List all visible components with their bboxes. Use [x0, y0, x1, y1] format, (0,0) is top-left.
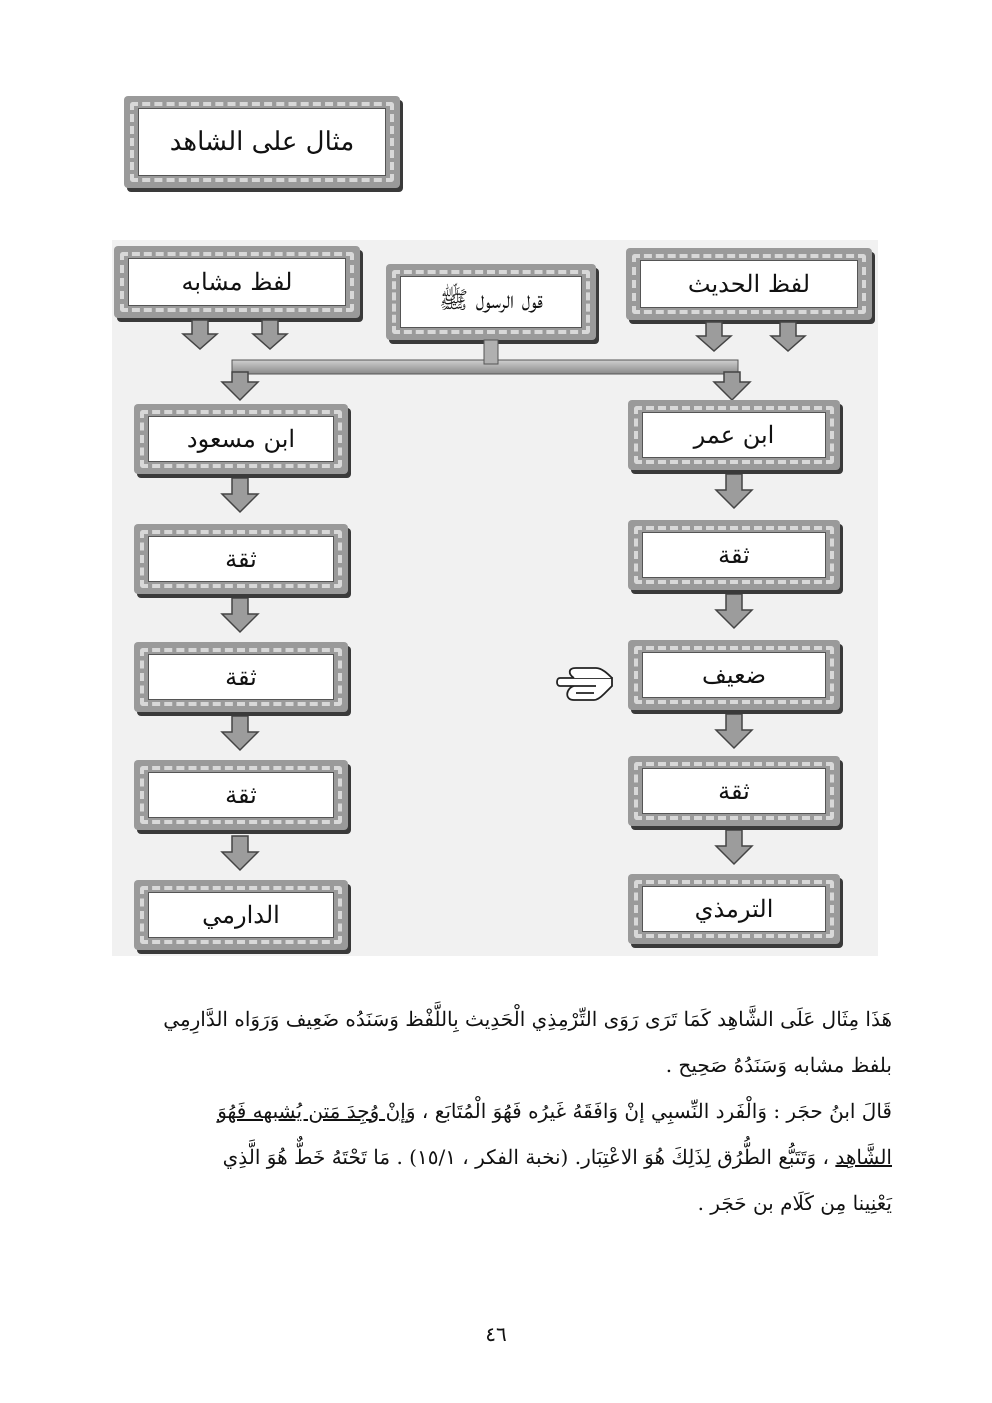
left-chain-label: ثقة — [148, 654, 334, 700]
arrow-down-icon — [253, 320, 287, 349]
box-hadith-wording-label: لفظ الحديث — [640, 260, 858, 308]
right-chain-box-4 — [628, 756, 840, 826]
arrow-down-icon — [222, 598, 258, 632]
body-line-3a: قَالَ ابنُ حجَر : وَالْفَرد النِّسبِي إنْ وَافَقَهُ غَيرُه فَهُوَ الْمُتَابَع ، — [415, 1099, 892, 1123]
arrow-down-icon — [771, 322, 805, 351]
body-line-4b: ، وَتَتَبُّع الطُّرُق لِذَلِكَ هُوَ الاعْتِبَار. (نخبة الفكر ، ١٥/١) . مَا تَحْتَهُ خَطٌّ هُوَ الَّذِي — [222, 1145, 836, 1169]
box-similar-wording-label: لفظ مشابه — [128, 258, 346, 306]
right-chain-label: ابن عمر — [642, 412, 826, 458]
left-chain-label: الدارمي — [148, 892, 334, 938]
arrow-down-icon — [222, 478, 258, 512]
body-line-5: يَعْنِينا مِن كَلَام بن حَجَر . — [697, 1191, 892, 1215]
body-line-4a-underlined: الشَّاهِد — [835, 1145, 892, 1169]
left-chain-box-3 — [134, 642, 348, 712]
right-chain-box-2 — [628, 520, 840, 590]
right-chain-label: ثقة — [642, 532, 826, 578]
body-line-3 — [112, 1088, 892, 1134]
connector-stem — [484, 340, 498, 364]
arrow-down-icon — [183, 320, 217, 349]
arrow-down-icon — [222, 716, 258, 750]
arrow-down-icon — [714, 372, 750, 400]
arrow-down-icon — [222, 372, 258, 400]
body-line-4 — [112, 1134, 892, 1180]
arrow-down-icon — [716, 714, 752, 748]
arrow-down-icon — [697, 322, 731, 351]
arrow-down-icon — [716, 830, 752, 864]
body-line-3b-underlined: وَإنْ وُجِدَ مَتن يُشبهه فَهُوَ — [217, 1099, 416, 1123]
right-chain-box-5 — [628, 874, 840, 944]
body-text — [112, 996, 892, 1226]
page-number: ٤٦ — [485, 1322, 507, 1346]
left-chain-box-4 — [134, 760, 348, 830]
title-text: مثال على الشاهد — [138, 108, 386, 176]
arrow-down-icon — [222, 836, 258, 870]
body-line-2: بلفظ مشابه وَسَنَدُهُ صَحِيح . — [665, 1053, 892, 1077]
right-chain-box-1 — [628, 400, 840, 470]
left-chain-label: ثقة — [148, 772, 334, 818]
arrow-down-icon — [716, 474, 752, 508]
right-chain-label: ضعيف — [642, 652, 826, 698]
pointing-hand-icon — [557, 668, 612, 700]
box-prophet-saying-label: قول الرسول ﷺ — [400, 276, 582, 328]
left-chain-label: ابن مسعود — [148, 416, 334, 462]
right-chain-label: الترمذي — [642, 886, 826, 932]
right-chain-label: ثقة — [642, 768, 826, 814]
right-chain-box-3 — [628, 640, 840, 710]
left-chain-label: ثقة — [148, 536, 334, 582]
left-chain-box-1 — [134, 404, 348, 474]
arrow-down-icon — [716, 594, 752, 628]
left-chain-box-5 — [134, 880, 348, 950]
left-chain-box-2 — [134, 524, 348, 594]
body-line-1: هَذَا مِثَال عَلَى الشَّاهِد كَمَا تَرَى رَوَى التِّرْمِذِي الْحَدِيث بِاللَّفْظ وَسَنَدُه ضَعِيف وَرَوَاه الدَّارِمِي — [163, 1007, 892, 1031]
